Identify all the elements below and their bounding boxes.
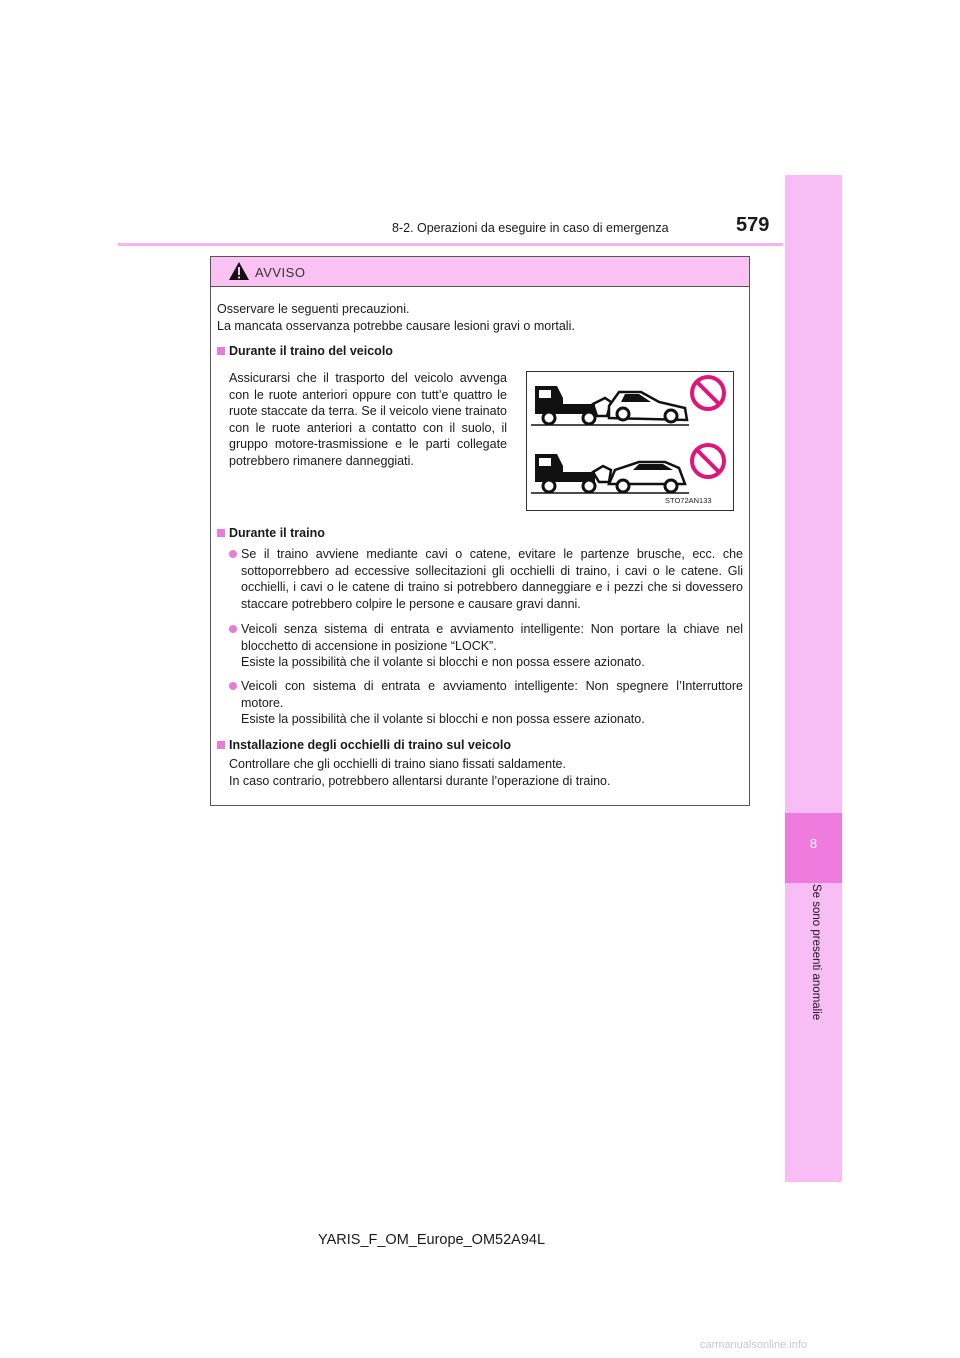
towing-diagram	[527, 372, 733, 496]
section-heading-during-towing: Durante il traino	[229, 526, 325, 540]
warning-intro-line-2: La mancata osservanza potrebbe causare lesioni gravi o mortali.	[217, 318, 575, 333]
warning-header	[211, 257, 749, 287]
list-item-no-smart-entry-note: Esiste la possibilità che il volante si blocchi e non possa essere azionato.	[241, 655, 645, 669]
section-heading-towing-vehicle: Durante il traino del veicolo	[229, 344, 393, 358]
warning-box	[210, 256, 750, 806]
list-item-no-smart-entry-text: Veicoli senza sistema di entrata e avviamento intelligente: Non portare la chiave nel blocchetto di accensione in posizione “LOCK”.	[241, 622, 743, 653]
page-number: 579	[736, 214, 770, 236]
chapter-number: 8	[809, 836, 818, 851]
list-item-smart-entry-text: Veicoli con sistema di entrata e avviamento intelligente: Non spegnere l’Interruttore motore.	[241, 679, 743, 710]
prohibited-icon	[692, 445, 724, 477]
towing-illustration	[526, 371, 734, 511]
list-bullet	[229, 682, 237, 690]
section-title: 8-2. Operazioni da eseguire in caso di emergenza	[392, 221, 669, 235]
figure-code: STO72AN133	[665, 496, 712, 505]
car-icon	[609, 462, 685, 492]
watermark: carmanualsonline.info	[700, 1339, 808, 1351]
section-text-towing-eyelets	[229, 756, 741, 789]
warning-title: AVVISO	[255, 265, 306, 280]
warning-intro	[217, 301, 742, 334]
tow-truck-icon	[535, 386, 611, 424]
prohibited-icon	[692, 377, 724, 409]
tow-truck-icon	[535, 454, 611, 492]
chapter-title: Se sono presenti anomalie	[810, 884, 822, 1021]
list-bullet	[229, 625, 237, 633]
section-bullet	[217, 741, 225, 749]
list-item-cables: Se il traino avviene mediante cavi o catene, evitare le partenze brusche, ecc. che sottoporrebbero ad eccessive sollecitazioni gli occhielli di traino, i cavi o le catene. Gli occhielli, i cavi o le catene di traino si potrebbero danneggiare e i pezzi che si dovessero staccare potrebbero colpire le persone e causare gravi danni.	[241, 547, 743, 611]
section-bullet	[217, 529, 225, 537]
list-item-smart-entry-note: Esiste la possibilità che il volante si blocchi e non possa essere azionato.	[241, 712, 645, 726]
car-icon	[609, 392, 687, 422]
section-text-towing-vehicle: Assicurarsi che il trasporto del veicolo avvenga con le ruote anteriori oppure con tutt’e quattro le ruote staccate da terra. Se il veicolo viene trainato con le ruote anteriori a contatto con il suolo, il gruppo motore-trasmissione e le parti collegate potrebbero rimanere danneggiati.	[229, 371, 507, 468]
section-bullet	[217, 347, 225, 355]
section-heading-towing-eyelets: Installazione degli occhielli di traino sul veicolo	[229, 738, 512, 752]
towing-eyelets-line-2: In caso contrario, potrebbero allentarsi durante l’operazione di traino.	[229, 773, 611, 788]
document-code: YARIS_F_OM_Europe_OM52A94L	[318, 1232, 546, 1248]
list-bullet	[229, 550, 237, 558]
list-item-smart-entry	[241, 678, 743, 728]
warning-triangle-icon	[228, 261, 250, 281]
list-item-no-smart-entry	[241, 621, 743, 671]
header-divider	[118, 243, 783, 246]
warning-intro-line-1: Osservare le seguenti precauzioni.	[217, 302, 410, 316]
towing-eyelets-line-1: Controllare che gli occhielli di traino siano fissati saldamente.	[229, 757, 566, 771]
